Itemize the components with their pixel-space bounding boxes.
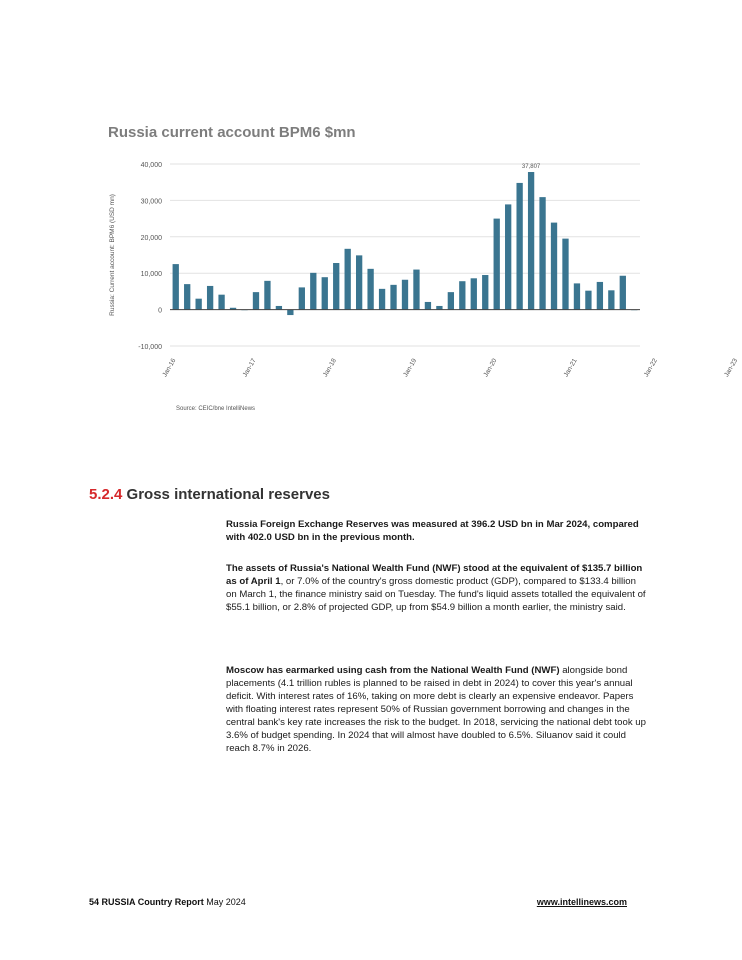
paragraph-deficit-text: alongside bond placements (4.1 trillion rubles is planned to be raised in debt in 2024) to cover this year's annual deficit. With interest rates of 16%, taking on more debt is clearly an expensive endeavor. Papers with floating interest rates represent 50% of Russian government borrowing and changes in the central bank's key rate increases the risk to the budget. In 2018, servicing the national debt took up 3.6% of budget spending. In 2024 that will almost have doubled to 6.5%. Siluanov said it could reach 8.7% in 2026. (226, 665, 646, 754)
chart-bar (196, 299, 202, 310)
chart-bar (562, 239, 568, 310)
paragraph-deficit (226, 664, 646, 755)
section-title: Gross international reserves (126, 486, 330, 503)
y-axis-label: Russia: Current account: BPM6 (USD mn) (109, 194, 116, 316)
chart-bar (379, 289, 385, 310)
current-account-chart (100, 140, 740, 410)
chart-bar (471, 278, 477, 309)
chart-bar (207, 286, 213, 310)
chart-bar (585, 291, 591, 310)
chart-bar (528, 172, 534, 310)
chart-bar (173, 264, 179, 310)
chart-bar (299, 287, 305, 309)
footer-date: May 2024 (206, 897, 246, 907)
y-tick-label: -10,000 (138, 344, 162, 351)
section-number: 5.2.4 (89, 486, 123, 503)
chart-bar (505, 204, 511, 309)
y-tick-label: 20,000 (140, 234, 162, 242)
chart-bar (264, 281, 270, 310)
footer-report-title: RUSSIA Country Report (101, 897, 204, 907)
section-heading (89, 486, 330, 503)
chart-bar (494, 219, 500, 310)
chart-bar (459, 281, 465, 309)
chart-bar (184, 284, 190, 309)
paragraph-nwf-bold: The assets of Russia's National Wealth Fund (NWF) stood at the equivalent of $135.7 billion as of April 1 (226, 563, 643, 587)
chart-bar (436, 306, 442, 310)
chart-bar (574, 283, 580, 309)
chart-bar (402, 280, 408, 310)
chart-bar (310, 273, 316, 310)
chart-bar (390, 285, 396, 310)
chart-bar (276, 306, 282, 310)
chart-bar (413, 270, 419, 310)
bar-data-label: 37,807 (521, 164, 541, 171)
footer-report-info (89, 897, 246, 907)
x-tick-label: Jan-17 (241, 357, 258, 379)
footer-page-number: 54 (89, 897, 100, 907)
chart-bar (333, 263, 339, 310)
chart-bar (620, 276, 626, 310)
chart-bar (448, 292, 454, 309)
chart-bar (551, 223, 557, 310)
chart-bar (539, 197, 545, 309)
chart-title: Russia current account BPM6 $mn (108, 124, 356, 141)
paragraph-nwf (226, 562, 646, 614)
chart-bar (597, 282, 603, 310)
chart-bar (253, 292, 259, 309)
chart-bar (367, 269, 373, 310)
paragraph-reserves (226, 518, 646, 544)
paragraph-reserves-bold: Russia Foreign Exchange Reserves was measured at 396.2 USD bn in Mar 2024, compared with 402.0 USD bn in the previous month. (226, 519, 639, 543)
x-tick-label: Jan-21 (562, 357, 579, 379)
x-tick-label: Jan-22 (642, 357, 659, 379)
y-tick-label: 40,000 (140, 162, 162, 169)
chart-bar (287, 310, 293, 315)
chart-bar (356, 255, 362, 309)
chart-source: Source: CEIC/bne IntelliNews (176, 406, 256, 412)
x-tick-label: Jan-20 (482, 357, 499, 379)
x-tick-label: Jan-16 (161, 357, 178, 379)
chart-bar (322, 277, 328, 309)
paragraph-nwf-text: , or 7.0% of the country's gross domestic product (GDP), compared to $133.4 billion on March 1, the finance ministry said on Tuesday. The fund's liquid assets totalled the equivalent of $55.1 billion, or 2.8% of projected GDP, up from $54.9 billion a month earlier, the ministry said. (226, 576, 646, 613)
x-tick-label: Jan-19 (402, 357, 419, 379)
x-tick-label: Jan-23 (723, 357, 740, 379)
y-tick-label: 10,000 (140, 271, 162, 279)
chart-bar (516, 183, 522, 310)
paragraph-deficit-bold: Moscow has earmarked using cash from the National Wealth Fund (NWF) (226, 665, 560, 676)
chart-bar (218, 295, 224, 310)
y-tick-label: 30,000 (140, 198, 162, 206)
y-tick-label: 0 (158, 307, 162, 315)
footer-website-link[interactable]: www.intellinews.com (536, 897, 627, 907)
chart-bar (608, 290, 614, 309)
chart-bar (482, 275, 488, 310)
chart-bar (425, 302, 431, 310)
chart-bar (345, 249, 351, 310)
x-tick-label: Jan-18 (321, 357, 338, 379)
